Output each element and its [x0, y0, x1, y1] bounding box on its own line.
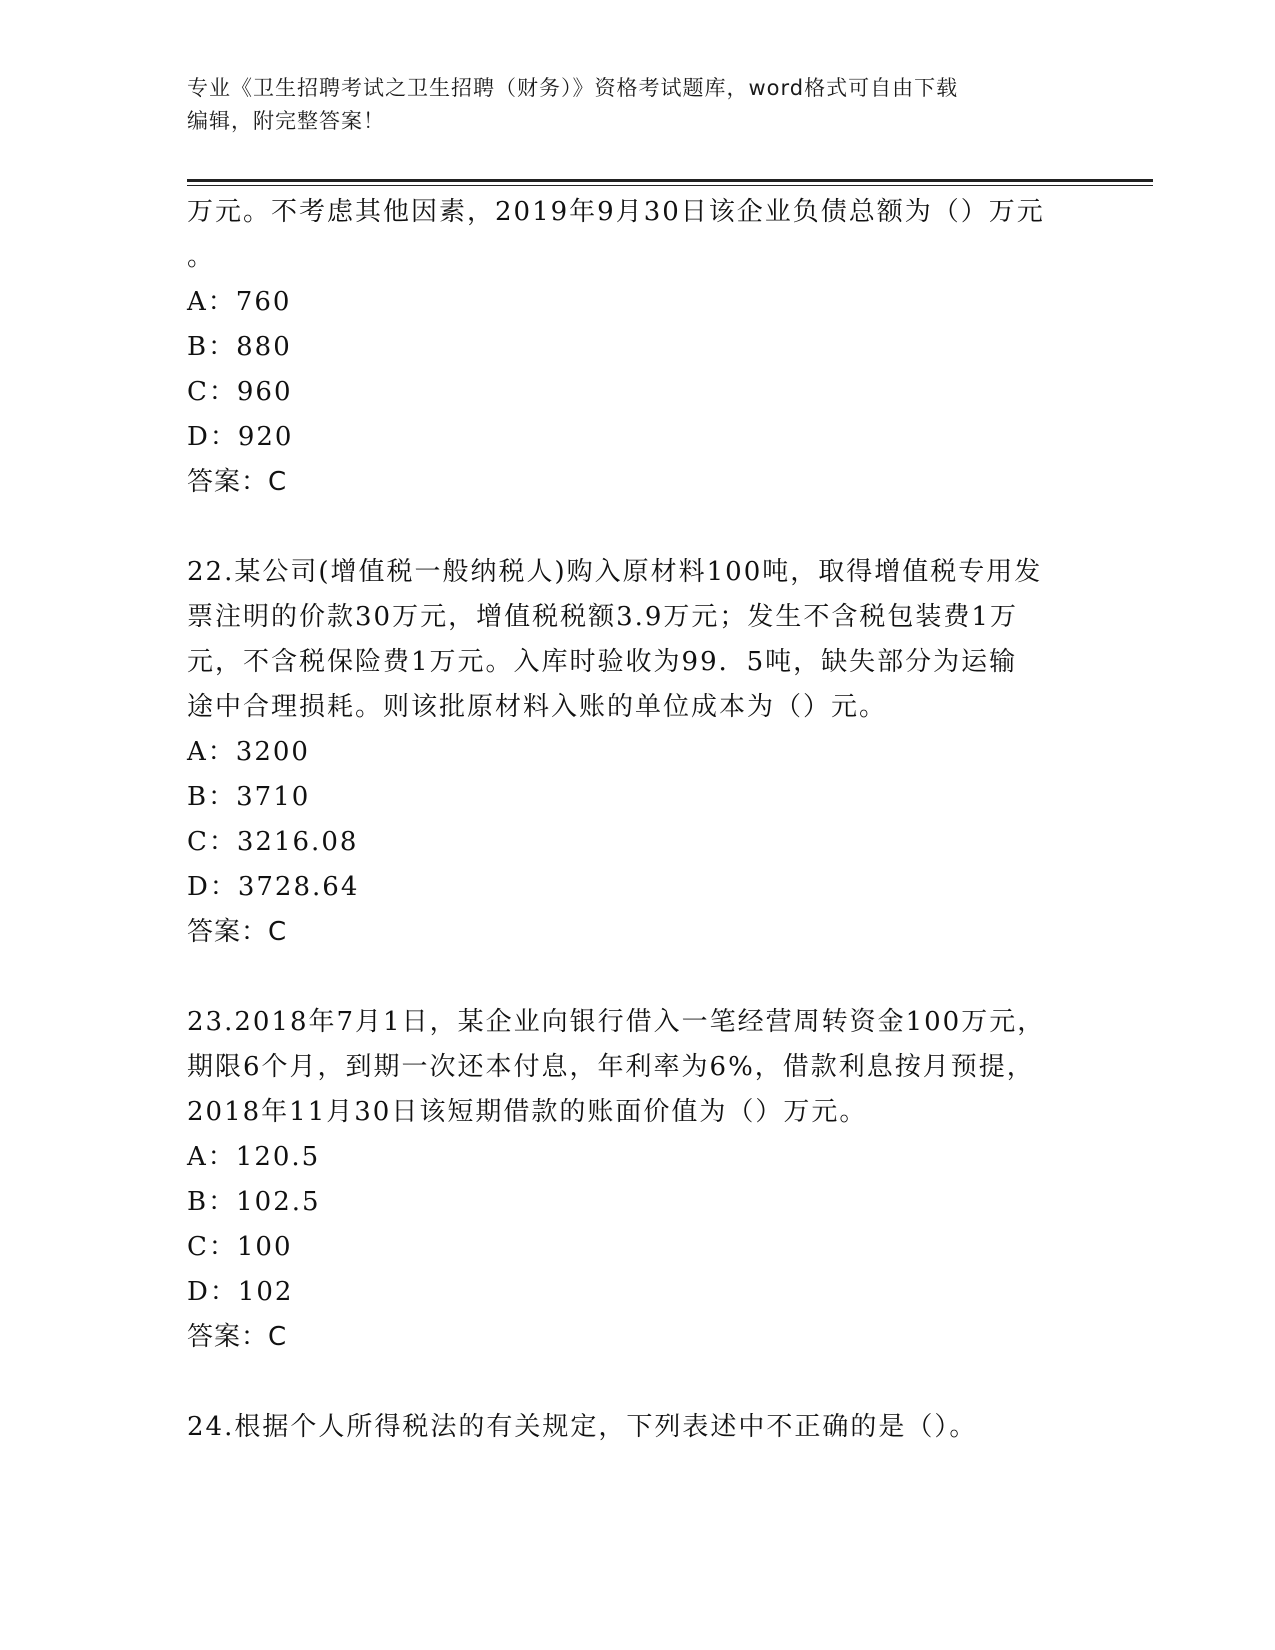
spacer — [187, 505, 1087, 550]
question-22-text-line-1: 22.某公司(增值税一般纳税人)购入原材料100吨，取得增值税专用发 — [187, 557, 1043, 587]
question-23-text-line-2: 期限6个月，到期一次还本付息，年利率为6%，借款利息按月预提， — [187, 1052, 1035, 1082]
question-22-option-b: B：3710 — [187, 782, 311, 812]
header-divider-thin — [187, 185, 1153, 186]
question-22-option-c: C：3216.08 — [187, 827, 359, 857]
question-22-option-a: A：3200 — [187, 737, 310, 767]
header-line-2: 编辑，附完整答案！ — [187, 109, 385, 133]
spacer — [187, 955, 1087, 1000]
page-header — [187, 72, 1087, 138]
question-21-option-b: B：880 — [187, 332, 292, 362]
question-23 — [187, 1000, 1087, 1360]
question-22-text-line-3: 元，不含税保险费1万元。入库时验收为99．5吨，缺失部分为运输 — [187, 647, 1018, 677]
question-22-answer: 答案：C — [187, 917, 288, 947]
question-24 — [187, 1405, 1087, 1450]
question-21-answer: 答案：C — [187, 467, 288, 497]
question-21-text-line-1: 万元。不考虑其他因素，2019年9月30日该企业负债总额为（）万元 — [187, 197, 1045, 227]
question-23-answer: 答案：C — [187, 1322, 288, 1352]
question-21 — [187, 190, 1087, 505]
question-21-option-d: D：920 — [187, 422, 294, 452]
header-divider-thick — [187, 179, 1153, 182]
question-24-text-line-1: 24.根据个人所得税法的有关规定，下列表述中不正确的是（）。 — [187, 1412, 978, 1442]
question-23-text-line-3: 2018年11月30日该短期借款的账面价值为（）万元。 — [187, 1097, 868, 1127]
question-23-option-a: A：120.5 — [187, 1142, 321, 1172]
question-21-option-c: C：960 — [187, 377, 293, 407]
question-23-option-c: C：100 — [187, 1232, 293, 1262]
question-23-option-b: B：102.5 — [187, 1187, 321, 1217]
question-22 — [187, 550, 1087, 955]
spacer — [187, 1360, 1087, 1405]
document-body — [187, 190, 1087, 1450]
question-23-option-d: D：102 — [187, 1277, 294, 1307]
question-22-text-line-2: 票注明的价款30万元，增值税税额3.9万元；发生不含税包装费1万 — [187, 602, 1018, 632]
question-22-option-d: D：3728.64 — [187, 872, 360, 902]
header-line-1: 专业《卫生招聘考试之卫生招聘（财务）》资格考试题库，word格式可自由下载 — [187, 76, 959, 100]
question-23-text-line-1: 23.2018年7月1日，某企业向银行借入一笔经营周转资金100万元， — [187, 1007, 1046, 1037]
question-21-option-a: A：760 — [187, 287, 292, 317]
question-22-text-line-4: 途中合理损耗。则该批原材料入账的单位成本为（）元。 — [187, 692, 888, 722]
question-21-text-line-2: 。 — [187, 242, 216, 272]
